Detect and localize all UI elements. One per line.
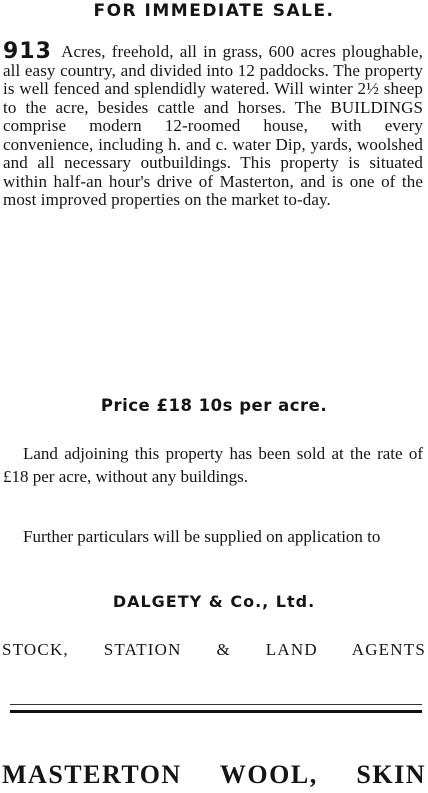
divider-thin xyxy=(10,704,422,705)
adjoining-land-note: Land adjoining this property has been sold at the rate of £18 per acre, without any buildings. xyxy=(3,444,423,486)
ad-heading: FOR IMMEDIATE SALE. xyxy=(93,1,335,21)
price-line: Price £18 10s per acre. xyxy=(100,396,328,415)
property-description xyxy=(3,39,423,210)
acreage-number: 913 xyxy=(3,39,52,64)
agent-name: DALGETY & Co., Ltd. xyxy=(112,592,316,611)
agent-description: STOCK, STATION & LAND AGENTS xyxy=(2,640,426,659)
divider-thick xyxy=(10,710,422,713)
further-particulars-note: Further particulars will be supplied on application to xyxy=(23,527,381,546)
property-description-text: Acres, freehold, all in grass, 600 acres ploughable, all easy country, and divided into 12 paddocks. The property is well fenced and splendidly watered. Will winter 2½ sheep to the acre, besides cattle and horses. The BUILDINGS comprise modern 12-roomed house, with every convenience, including h. and c. water Dip, yards, woolshed and all necessary outbuildings. This property is situated within half-an hour's drive of Masterton, and is one of the most improved properties on the market to-day. xyxy=(3,42,423,209)
next-ad-heading: MASTERTON WOOL, SKIN xyxy=(2,760,426,789)
